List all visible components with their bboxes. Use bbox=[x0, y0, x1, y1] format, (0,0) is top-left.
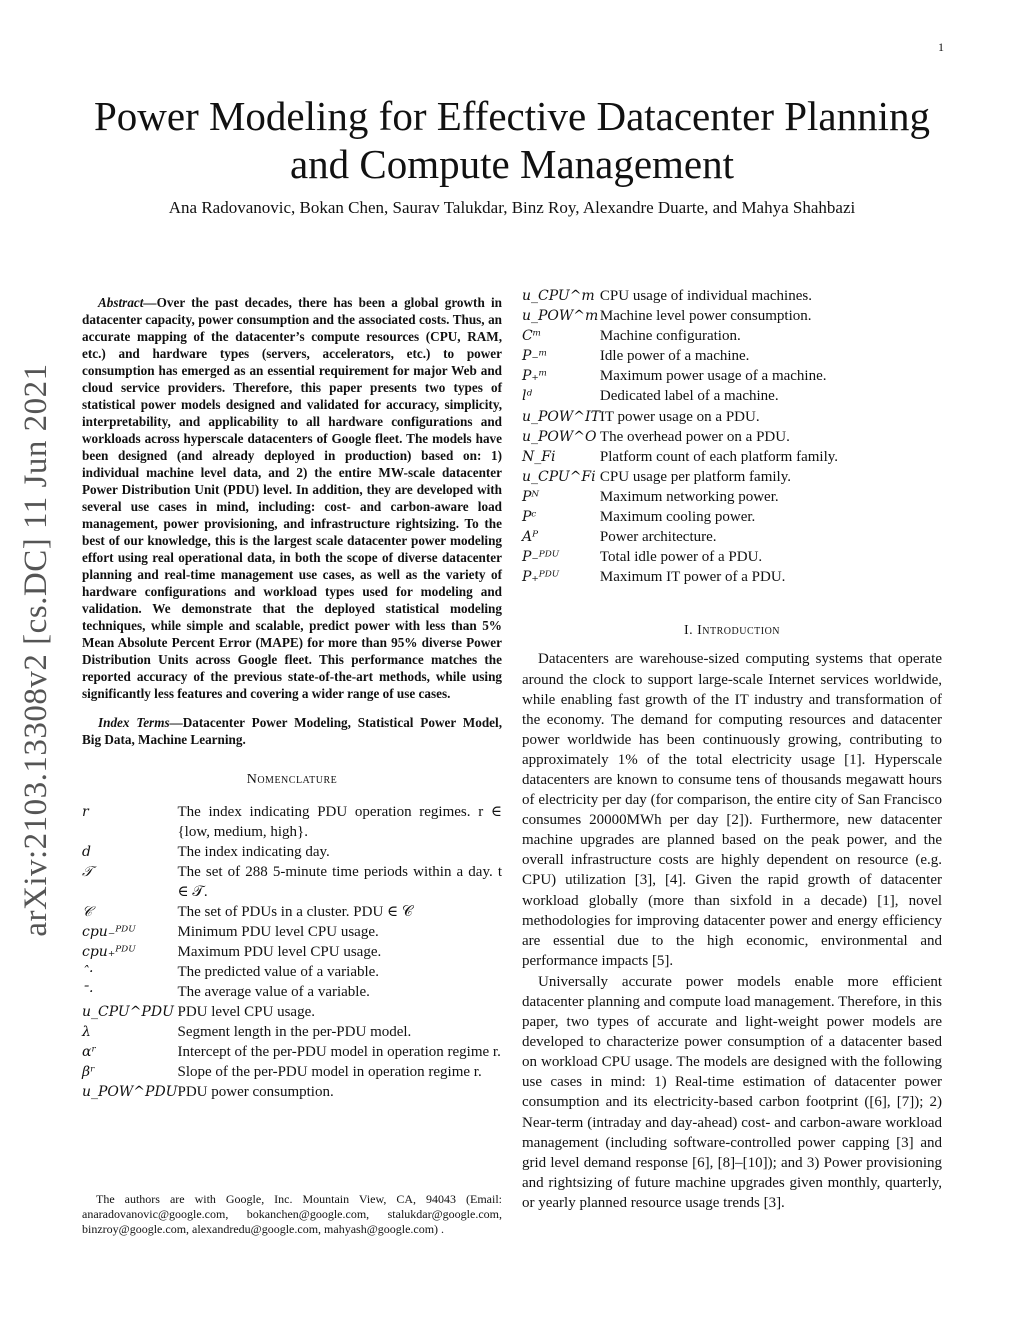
symbol-row bbox=[522, 427, 942, 447]
symbol: P₊ᴾᴰᵁ bbox=[522, 569, 560, 586]
symbol: αʳ bbox=[82, 1044, 97, 1060]
definition: The set of 288 5-minute time periods within a day. t ∈ 𝒯. bbox=[177, 864, 502, 900]
nomenclature-heading: Nomenclature bbox=[246, 772, 338, 787]
definition: Machine configuration. bbox=[599, 328, 741, 345]
definition: Machine level power consumption. bbox=[599, 308, 812, 325]
nomenclature-row bbox=[82, 982, 502, 1002]
symbol: λ bbox=[82, 1024, 91, 1040]
symbol: u_POW^m bbox=[522, 308, 599, 325]
definition: CPU usage of individual machines. bbox=[599, 288, 812, 304]
definition: Maximum cooling power. bbox=[599, 509, 756, 526]
left-column bbox=[82, 294, 502, 1102]
definition: Slope of the per-PDU model in operation regime r. bbox=[177, 1064, 482, 1080]
symbol-row bbox=[522, 507, 942, 527]
nomenclature-row bbox=[82, 1002, 502, 1022]
nomenclature-row bbox=[82, 862, 502, 902]
definition: IT power usage on a PDU. bbox=[599, 408, 760, 425]
definition: The overhead power on a PDU. bbox=[599, 428, 790, 445]
symbol: cpu₋ᴾᴰᵁ bbox=[82, 924, 136, 940]
definition: CPU usage per platform family. bbox=[599, 468, 791, 485]
nomenclature-row bbox=[82, 962, 502, 982]
symbol-row bbox=[522, 326, 942, 346]
symbol: P₋ᵐ bbox=[522, 348, 548, 365]
abstract-text: Over the past decades, there has been a global growth in datacenter capacity, power consumption and the associated costs. Thus, an accurate mapping of the datacenter’s compute resources (CPU, RAM, etc.) and hardware types (servers, accelerators, etc.) to power consumption has emerged as an essential requirement for major Web and cloud service providers. Therefore, this paper presents two types of statistical power models designed and validated for accuracy, simplicity, interpretability, and applicability to all hardware configurations and workloads across hyperscale datacenters of Google fleet. The models have been designed (and already deployed in production) based on: 1) individual machine level data, and 2) the entire MW-scale datacenter Power Distribution Unit (PDU) level. In addition, they are developed with several use cases in mind, including: cost- and carbon-aware load management, power provisioning, and infrastructure rightsizing. To the best of our knowledge, this is the largest scale datacenter power modeling effort using real operational data, in both the scope of diverse datacenter planning and real-time management use cases, as well as the variety of hardware configurations and workload types used for modeling and validation. We demonstrate that the deployed statistical modeling techniques, while simple and scalable, predict power with less than 5% Mean Absolute Percent Error (MAPE) for more than 95% diverse Power Distribution Units across Google fleet. This performance matches the reported accuracy of the previous state-of-the-art methods, while using significantly less features and covering a wider range of use cases. bbox=[82, 295, 502, 701]
definition: PDU power consumption. bbox=[177, 1084, 334, 1100]
symbol: u_POW^O bbox=[522, 428, 597, 445]
introduction-heading: I. Introduction bbox=[683, 623, 781, 639]
intro-paragraph-2: Universally accurate power models enable more efficient datacenter planning and compute load management. Therefore, in this paper, two types of accurate and light-weight power models are developed to characterize power consumption of a datacenter based on workload CPU usage. The models are designed with the following use cases in mind: 1) Real-time estimation of datacenter power consumption and its electricity-based carbon footprint ([6], [7]); 2) Near-term (intraday and day-ahead) cost- and carbon-aware workload management (including software-controlled power capping [3] and grid level demand response [6], [8]–[10]); and 3) Power provisioning and rightsizing of future machine upgrades given monthly, quarterly, or yearly planned resource usage trends [3]. bbox=[522, 973, 942, 1211]
symbol: N_Fi bbox=[522, 448, 556, 465]
definition: Maximum networking power. bbox=[599, 488, 779, 505]
nomenclature-row bbox=[82, 842, 502, 862]
definition: Platform count of each platform family. bbox=[599, 448, 839, 465]
symbol-row bbox=[522, 407, 942, 427]
nomenclature-table bbox=[82, 802, 502, 1102]
symbol-row bbox=[522, 366, 942, 386]
symbol: u_POW^PDU bbox=[82, 1084, 178, 1100]
symbol-row bbox=[522, 487, 942, 507]
symbol: 𝒞 bbox=[82, 904, 93, 920]
symbol: Pᶜ bbox=[522, 509, 537, 526]
symbol-row bbox=[522, 447, 942, 467]
definition: Idle power of a machine. bbox=[599, 348, 750, 365]
symbol-row bbox=[522, 306, 942, 326]
definition: Total idle power of a PDU. bbox=[599, 549, 763, 566]
nomenclature-row bbox=[82, 942, 502, 962]
symbol: ¯· bbox=[82, 984, 94, 1000]
author-list: Ana Radovanovic, Bokan Chen, Saurav Talukdar, Binz Roy, Alexandre Duarte, and Mahya Shahbazi bbox=[168, 198, 856, 217]
author-footnote: The authors are with Google, Inc. Mountain View, CA, 94043 (Email: anaradovanovic@google.com, bokanchen@google.com, stalukdar@google.com, binzroy@google.com, alexandredu@google.com, mahyash@google.com) . bbox=[82, 1192, 502, 1236]
symbol-row bbox=[522, 467, 942, 487]
definition: The index indicating day. bbox=[177, 844, 330, 860]
right-column bbox=[522, 286, 942, 1213]
abstract bbox=[82, 294, 502, 702]
page-number: 1 bbox=[938, 40, 944, 54]
nomenclature-row bbox=[82, 922, 502, 942]
symbol: u_POW^IT bbox=[522, 408, 600, 425]
definition: Power architecture. bbox=[599, 529, 717, 546]
symbol-row bbox=[522, 527, 942, 547]
intro-paragraph-1: Datacenters are warehouse-sized computing systems that operate around the clock to support large-scale Internet services worldwide, while enabling fast growth of the IT industry and transformation of the economy. The demand for computing resources and datacenter power worldwide has been continuously growing, contributing to approximately 1% of the total electricity usage [1]. Hyperscale datacenters are known to consume tens of thousands megawatt hours of electricity per day (for comparison, the entire city of San Francisco consumes 20000MWh per day [2]). Furthermore, new datacenter machine upgrades are planned based on the peak power, and the overall infrastructure costs are highly dependent on resource (e.g. CPU) utilization [3], [4]. Given the rapid growth of datacenter workload globally (more than sixfold in a decade) [1], novel methodologies for improving datacenter power and energy efficiency are essential due to the high economic, environmental and performance impacts [5]. bbox=[522, 651, 942, 969]
definition: PDU level CPU usage. bbox=[177, 1004, 315, 1020]
symbol: 𝒯 bbox=[82, 864, 93, 880]
definition: The predicted value of a variable. bbox=[177, 964, 380, 980]
symbol: r bbox=[82, 804, 89, 820]
definition: Minimum PDU level CPU usage. bbox=[177, 924, 379, 940]
symbol: u_CPU^Fi bbox=[522, 468, 596, 485]
symbol: P₋ᴾᴰᵁ bbox=[522, 549, 560, 566]
definition: The average value of a variable. bbox=[177, 984, 370, 1000]
definition: Maximum PDU level CPU usage. bbox=[177, 944, 382, 960]
symbol-row bbox=[522, 386, 942, 406]
symbol: u_CPU^PDU bbox=[82, 1004, 174, 1020]
paper-title: Power Modeling for Effective Datacenter Planning and Compute Management bbox=[93, 93, 931, 187]
definition: The index indicating PDU operation regimes. r ∈ {low, medium, high}. bbox=[177, 804, 502, 840]
symbol: u_CPU^m bbox=[522, 288, 595, 304]
symbol: ˆ· bbox=[82, 964, 94, 980]
symbol: βʳ bbox=[82, 1064, 95, 1080]
definition: The set of PDUs in a cluster. PDU ∈ 𝒞 bbox=[177, 904, 413, 920]
definition: Dedicated label of a machine. bbox=[599, 388, 779, 405]
symbol: Cᵐ bbox=[522, 328, 542, 345]
symbol: lᵈ bbox=[522, 388, 533, 405]
symbol-row bbox=[522, 567, 942, 587]
abstract-label: Abstract— bbox=[98, 295, 157, 310]
symbol: Pᴺ bbox=[522, 488, 540, 505]
index-terms bbox=[82, 714, 502, 748]
symbol-row bbox=[522, 286, 942, 306]
nomenclature-row bbox=[82, 902, 502, 922]
symbol-row bbox=[522, 547, 942, 567]
nomenclature-row bbox=[82, 802, 502, 842]
arxiv-identifier[interactable]: arXiv:2103.13308v2 [cs.DC] 11 Jun 2021 bbox=[18, 363, 54, 937]
symbol: P₊ᵐ bbox=[522, 368, 548, 385]
symbol-row bbox=[522, 346, 942, 366]
nomenclature-row bbox=[82, 1082, 502, 1102]
nomenclature-row bbox=[82, 1022, 502, 1042]
nomenclature-row bbox=[82, 1062, 502, 1082]
index-terms-text: Datacenter Power Modeling, Statistical Power Model, Big Data, Machine Learning. bbox=[82, 715, 502, 747]
definition: Segment length in the per-PDU model. bbox=[177, 1024, 412, 1040]
symbol-table bbox=[522, 286, 942, 587]
definition: Maximum IT power of a PDU. bbox=[599, 569, 786, 586]
symbol: cpu₊ᴾᴰᵁ bbox=[82, 944, 136, 960]
definition: Intercept of the per-PDU model in operation regime r. bbox=[177, 1044, 501, 1060]
nomenclature-row bbox=[82, 1042, 502, 1062]
index-terms-label: Index Terms— bbox=[98, 715, 183, 730]
symbol: d bbox=[82, 844, 91, 860]
definition: Maximum power usage of a machine. bbox=[599, 368, 827, 385]
symbol: Aᴾ bbox=[522, 529, 539, 546]
